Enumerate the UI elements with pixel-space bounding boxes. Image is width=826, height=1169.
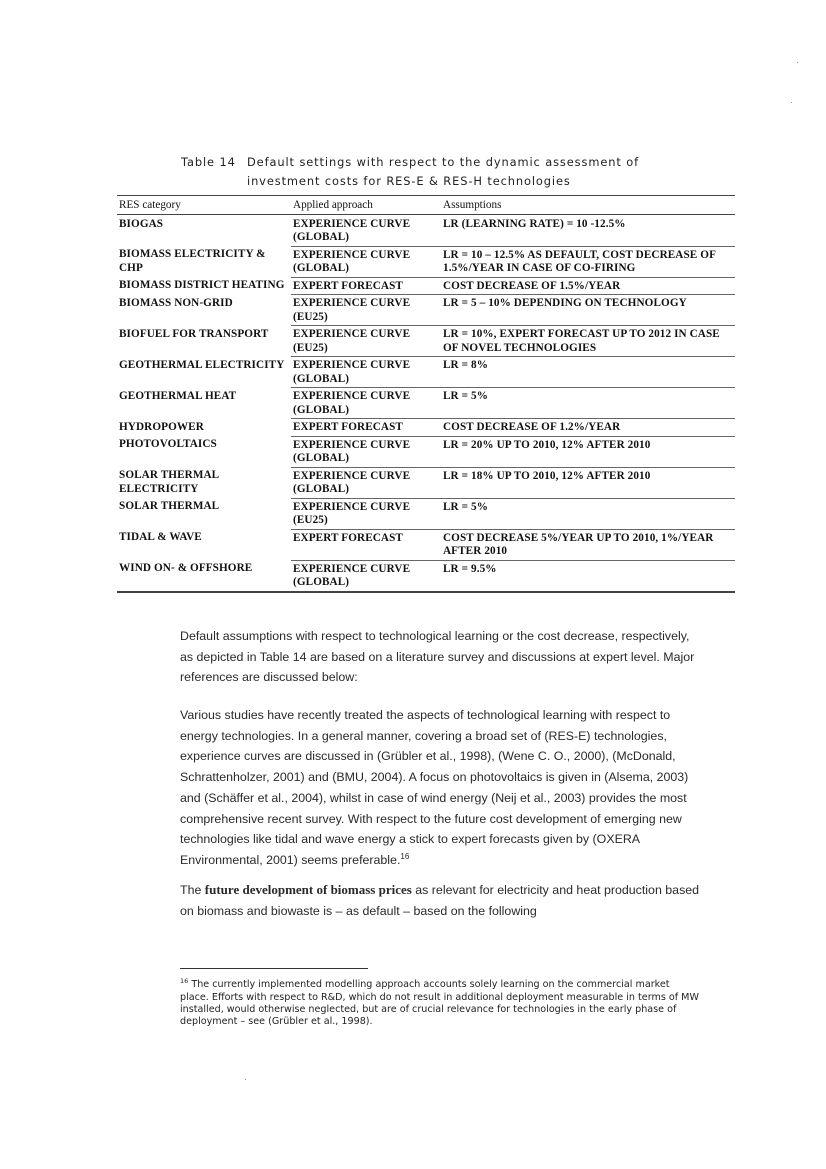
cell-assumptions: LR = 20% UP TO 2010, 12% AFTER 2010	[441, 436, 735, 467]
table-row	[117, 214, 735, 246]
cell-approach: EXPERIENCE CURVE (GLOBAL)	[291, 467, 441, 498]
cell-approach: EXPERIENCE CURVE (GLOBAL)	[291, 436, 441, 467]
table-row	[117, 560, 735, 592]
cell-approach: EXPERIENCE CURVE (GLOBAL)	[291, 246, 441, 277]
table-row	[117, 246, 735, 277]
footnote-text: The currently implemented modelling approach accounts solely learning on the commercial market place. Efforts with respect to R&D, which do not result in additional deployment measurable in terms of MW installed, would otherwise neglected, but are of crucial relevance for technologies in the early phase of deployment – see (Grübler et al., 1998).	[180, 979, 699, 1028]
table-row	[117, 467, 735, 498]
paragraph-default-assumptions: Default assumptions with respect to technological learning or the cost decrease, respectively, as depicted in Table 14 are based on a literature survey and discussions at expert level. Major references are discussed below:	[180, 629, 695, 685]
cell-category: WIND ON- & OFFSHORE	[117, 560, 291, 592]
cell-assumptions: LR = 5%	[441, 388, 735, 419]
table-header-row	[117, 196, 735, 215]
cell-category: SOLAR THERMAL ELECTRICITY	[119, 469, 219, 495]
cell-category: SOLAR THERMAL	[119, 500, 220, 512]
table-row	[117, 326, 735, 357]
table-row	[117, 357, 735, 388]
table-row	[117, 295, 735, 326]
table-row	[117, 388, 735, 419]
cell-category: BIOMASS DISTRICT HEATING	[119, 279, 285, 291]
scan-speck	[797, 62, 798, 63]
cell-assumptions: LR (LEARNING RATE) = 10 -12.5%	[441, 214, 735, 246]
cell-category: BIOFUEL FOR TRANSPORT	[119, 327, 269, 340]
cell-assumptions: COST DECREASE OF 1.2%/YEAR	[441, 419, 735, 437]
table-row	[117, 498, 735, 529]
cell-category: BIOMASS ELECTRICITY & CHP	[119, 248, 266, 274]
cell-approach: EXPERT FORECAST	[291, 529, 441, 560]
cell-assumptions: LR = 5%	[441, 498, 735, 529]
footnote-number: 16	[180, 977, 189, 985]
footnote-separator	[180, 968, 368, 969]
scan-speck	[791, 102, 792, 103]
cell-approach: EXPERIENCE CURVE (EU25)	[291, 295, 441, 326]
header-assumptions: Assumptions	[441, 196, 735, 215]
cell-category: BIOMASS NON-GRID	[119, 296, 233, 309]
res-cost-settings-table	[117, 195, 735, 593]
header-res-category: RES category	[117, 196, 291, 215]
cell-approach: EXPERIENCE CURVE (GLOBAL)	[291, 388, 441, 419]
cell-assumptions: COST DECREASE 5%/YEAR UP TO 2010, 1%/YEAR AFTER 2010	[441, 529, 735, 560]
table-caption-line2: investment costs for RES-E & RES-H technologies	[247, 174, 571, 188]
paragraph-biomass-prices	[180, 880, 700, 921]
cell-approach: EXPERIENCE CURVE (GLOBAL)	[291, 214, 441, 246]
table-caption-line1: Default settings with respect to the dynamic assessment of	[247, 155, 640, 169]
paragraph-biomass-lead: The	[180, 883, 205, 897]
cell-category: GEOTHERMAL ELECTRICITY	[119, 358, 285, 371]
cell-category: PHOTOVOLTAICS	[119, 438, 217, 450]
cell-approach: EXPERIENCE CURVE (EU25)	[291, 498, 441, 529]
cell-assumptions: LR = 10 – 12.5% AS DEFAULT, COST DECREASE OF 1.5%/YEAR IN CASE OF CO-FIRING	[441, 246, 735, 277]
cell-assumptions: LR = 5 – 10% DEPENDING ON TECHNOLOGY	[441, 295, 735, 326]
cell-assumptions: LR = 10%, EXPERT FORECAST UP TO 2012 IN CASE OF NOVEL TECHNOLOGIES	[441, 326, 735, 357]
cell-category: HYDROPOWER	[119, 420, 204, 433]
cell-approach: EXPERT FORECAST	[291, 277, 441, 295]
cell-assumptions: COST DECREASE OF 1.5%/YEAR	[441, 277, 735, 295]
table-row	[117, 277, 735, 295]
cell-approach: EXPERIENCE CURVE (GLOBAL)	[291, 357, 441, 388]
table-row	[117, 419, 735, 437]
cell-assumptions: LR = 18% UP TO 2010, 12% AFTER 2010	[441, 467, 735, 498]
cell-assumptions: LR = 8%	[441, 357, 735, 388]
paragraph-biomass-rest: as relevant for electricity and heat production based on biomass and biowaste is – as default – based on the following	[180, 883, 700, 918]
paragraph-literature-review	[180, 705, 700, 871]
header-applied-approach: Applied approach	[291, 196, 441, 215]
footnote-reference: 16	[400, 851, 410, 861]
cell-assumptions: LR = 9.5%	[441, 560, 735, 592]
scan-speck	[245, 1079, 246, 1080]
cell-approach: EXPERIENCE CURVE (GLOBAL)	[291, 560, 441, 592]
cell-approach: EXPERT FORECAST	[291, 419, 441, 437]
table-row	[117, 529, 735, 560]
paragraph-biomass-emphasis: future development of biomass prices	[204, 882, 412, 897]
table-caption-label: Table 14	[181, 155, 236, 169]
cell-approach: EXPERIENCE CURVE (EU25)	[291, 326, 441, 357]
cell-category: BIOGAS	[119, 217, 164, 230]
cell-category: TIDAL & WAVE	[119, 531, 202, 543]
table-row	[117, 436, 735, 467]
cell-category: GEOTHERMAL HEAT	[119, 389, 237, 402]
paragraph-literature-review-text: Various studies have recently treated the aspects of technological learning with respect to energy technologies. In a general manner, covering a broad set of (RES-E) technologies, experience curves are discussed in (Grübler et al., 1998), (Wene C. O., 2000), (McDonald, Schrattenholzer, 2001) and (BMU, 2004). A focus on photovoltaics is given in (Alsema, 2003) and (Schäffer et al., 2004), whilst in case of wind energy (Neij et al., 2003) provides the most comprehensive recent survey. With respect to the future cost development of emerging new technologies like tidal and wave energy a stick to expert forecasts given by (OXERA Environmental, 2001) seems preferable.	[180, 708, 689, 867]
footnote-16	[180, 975, 700, 1029]
table-caption	[181, 153, 701, 191]
